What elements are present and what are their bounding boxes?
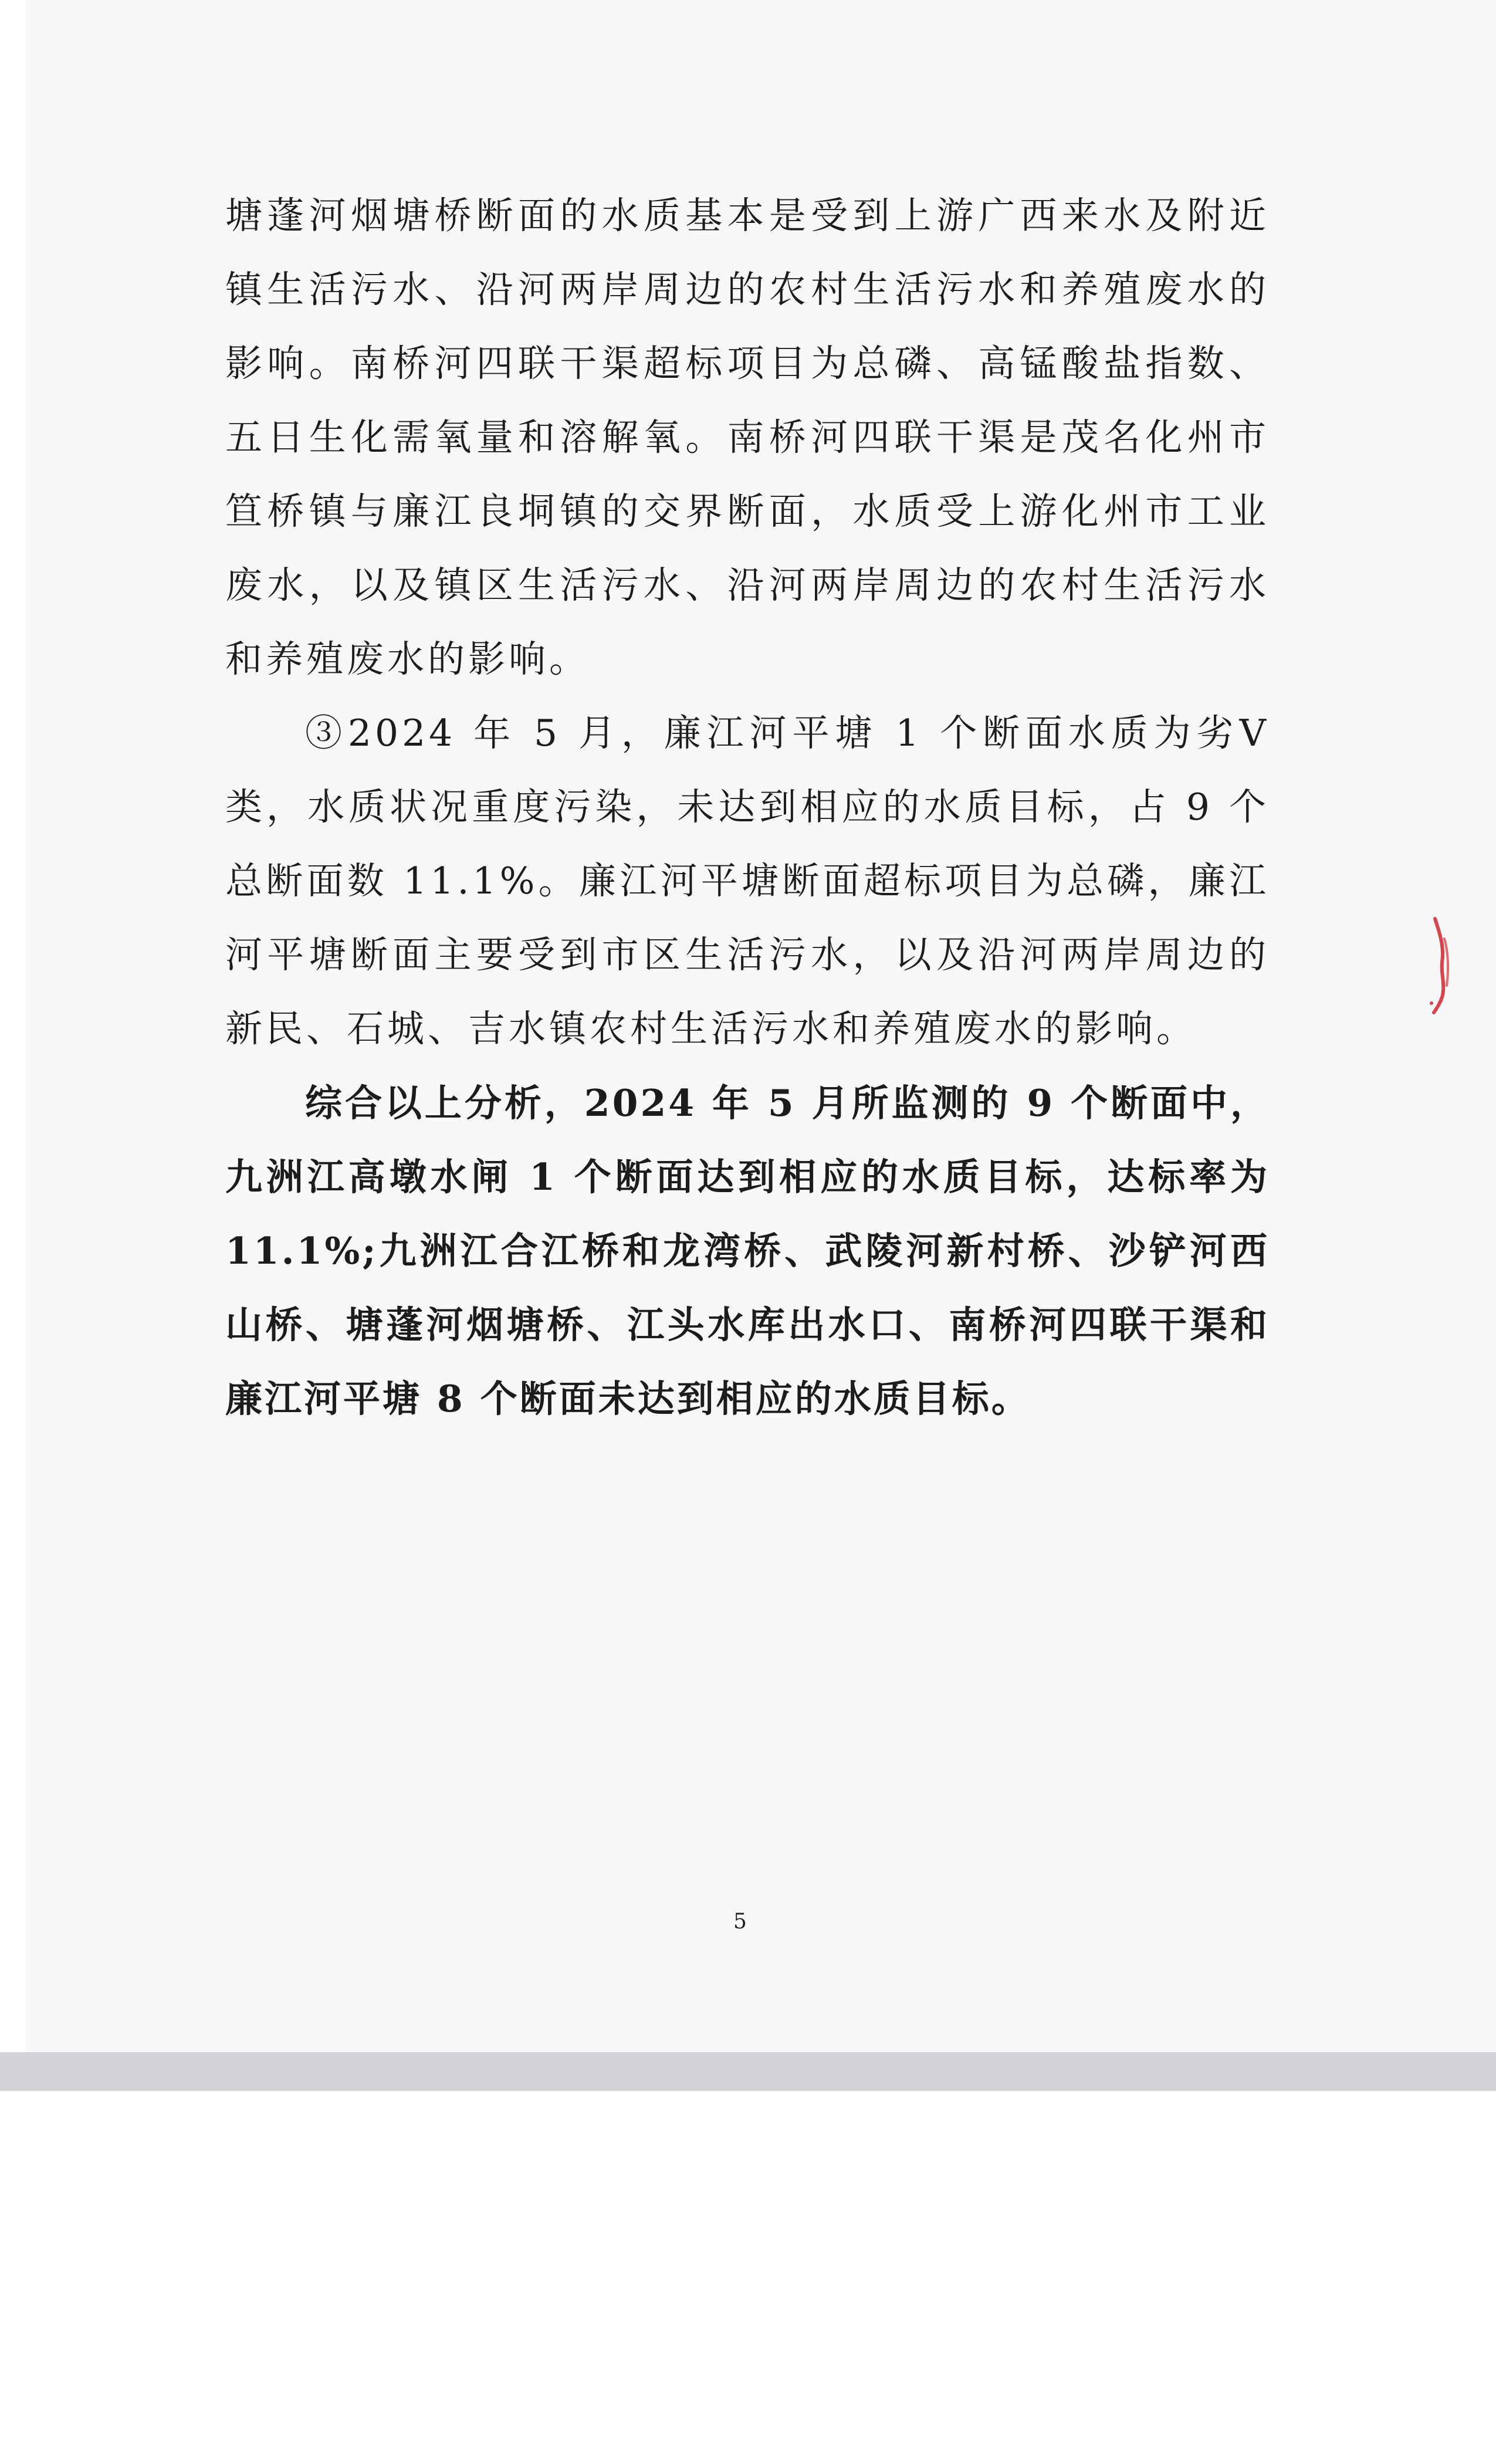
seal-edge-mark bbox=[1419, 915, 1454, 1015]
page-number: 5 bbox=[733, 1910, 747, 1934]
paragraph-item-3: ③2024 年 5 月，廉江河平塘 1 个断面水质为劣Ⅴ类，水质状况重度污染，未达到相应的水质目标，占 9 个总断面数 11.1%。廉江河平塘断面超标项目为总磷，廉江河平塘断面主要受到市区生活污水，以及沿河两岸周边的新民、石城、吉水镇农村生活污水和养殖废水的影响。 bbox=[225, 712, 1270, 1050]
scan-margin bbox=[0, 0, 26, 2052]
scan-bottom-border bbox=[0, 2052, 1496, 2091]
document-body bbox=[225, 179, 1270, 1436]
paragraph-continuation: 塘蓬河烟塘桥断面的水质基本是受到上游广西来水及附近镇生活污水、沿河两岸周边的农村生活污水和养殖废水的影响。南桥河四联干渠超标项目为总磷、高锰酸盐指数、五日生化需氧量和溶解氧。南桥河四联干渠是茂名化州市笪桥镇与廉江良垌镇的交界断面，水质受上游化州市工业废水，以及镇区生活污水、沿河两岸周边的农村生活污水和养殖废水的影响。 bbox=[225, 194, 1270, 681]
paragraph-summary: 综合以上分析，2024 年 5 月所监测的 9 个断面中，九洲江高墩水闸 1 个断面达到相应的水质目标，达标率为 11.1%;九洲江合江桥和龙湾桥、武陵河新村桥、沙铲河西山桥、塘蓬河烟塘桥、江头水库出水口、南桥河四联干渠和廉江河平塘 8 个断面未达到相应的水质目标。 bbox=[225, 1081, 1270, 1420]
